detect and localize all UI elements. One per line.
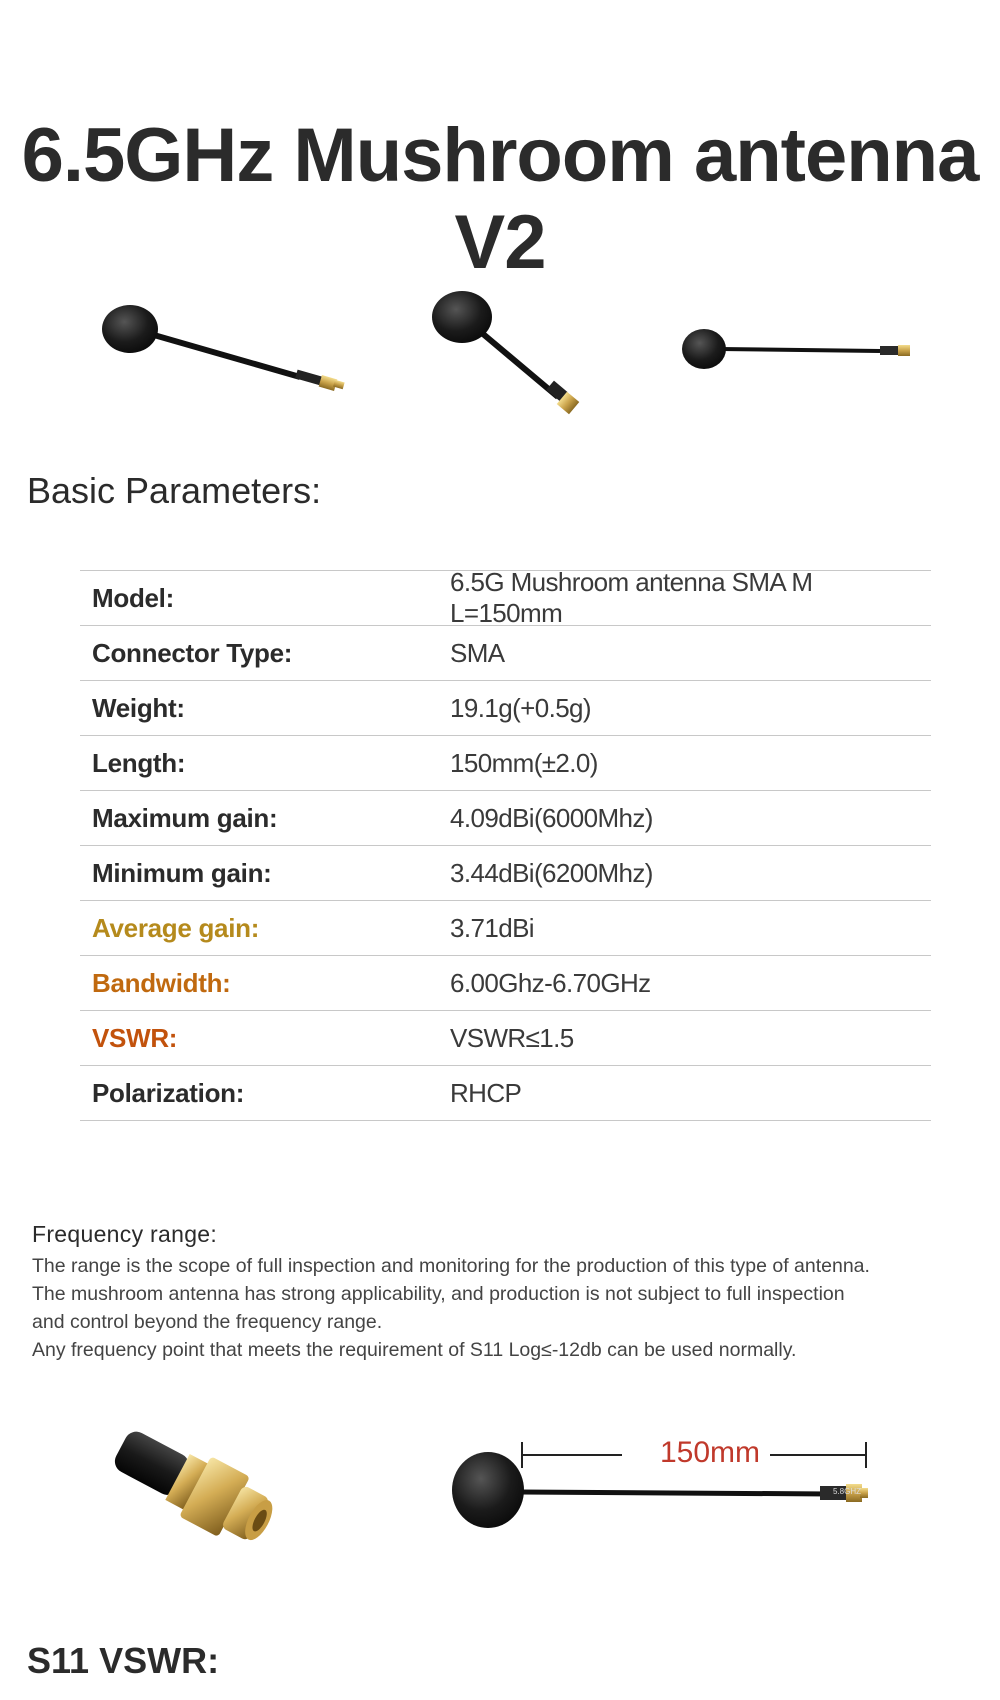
frequency-range-section xyxy=(32,1221,982,1364)
antenna-photo-1 xyxy=(100,295,370,405)
page-title: 6.5GHz Mushroom antenna V2 xyxy=(21,113,979,285)
table-row xyxy=(80,846,931,901)
param-value-maximum-gain: 4.09dBi(6000Mhz) xyxy=(450,802,653,833)
frequency-range-line: Any frequency point that meets the requirement of S11 Log≤-12db can be used normally. xyxy=(32,1339,797,1361)
basic-parameters-heading: Basic Parameters: xyxy=(27,470,322,511)
table-row xyxy=(80,681,931,736)
table-row xyxy=(80,1011,931,1066)
param-label-bandwidth: Bandwidth: xyxy=(92,967,231,998)
length-dimension-label: 150mm xyxy=(659,1436,761,1469)
param-label-connector-type: Connector Type: xyxy=(92,637,293,668)
param-label-length: Length: xyxy=(92,747,186,778)
parameters-table xyxy=(80,567,931,1121)
param-label-average-gain: Average gain: xyxy=(92,912,260,943)
table-row xyxy=(80,956,931,1011)
param-value-connector-type: SMA xyxy=(450,637,505,668)
param-value-average-gain: 3.71dBi xyxy=(450,912,534,943)
table-row xyxy=(80,567,931,628)
param-label-minimum-gain: Minimum gain: xyxy=(92,857,272,888)
table-row xyxy=(80,626,931,681)
table-row xyxy=(80,1066,931,1121)
param-label-maximum-gain: Maximum gain: xyxy=(92,802,278,833)
param-label-weight: Weight: xyxy=(92,692,185,723)
sma-connector-photo xyxy=(110,1425,290,1555)
antenna-photo-2 xyxy=(430,285,610,425)
param-value-minimum-gain: 3.44dBi(6200Mhz) xyxy=(450,857,653,888)
table-row xyxy=(80,736,931,791)
param-value-length: 150mm(±2.0) xyxy=(450,747,598,778)
param-value-model: 6.5G Mushroom antenna SMA M L=150mm xyxy=(450,567,813,628)
s11-vswr-heading: S11 VSWR: xyxy=(27,1640,220,1681)
antenna-photo-3 xyxy=(680,325,930,385)
param-value-weight: 19.1g(+0.5g) xyxy=(450,692,591,723)
param-value-vswr: VSWR≤1.5 xyxy=(450,1022,574,1053)
frequency-range-line: The mushroom antenna has strong applicability, and production is not subject to full inspection xyxy=(32,1283,845,1305)
table-row xyxy=(80,901,931,956)
param-value-bandwidth: 6.00Ghz-6.70GHz xyxy=(450,967,651,998)
frequency-range-heading: Frequency range: xyxy=(32,1221,218,1247)
frequency-range-line: and control beyond the frequency range. xyxy=(32,1311,383,1333)
frequency-range-line: The range is the scope of full inspection and monitoring for the production of this type of antenna. xyxy=(32,1255,870,1277)
param-value-polarization: RHCP xyxy=(450,1077,522,1108)
param-label-vswr: VSWR: xyxy=(92,1022,178,1053)
cable-print-label: 5.8GHZ xyxy=(833,1487,862,1496)
param-label-model: Model: xyxy=(92,582,174,613)
table-row xyxy=(80,791,931,846)
param-label-polarization: Polarization: xyxy=(92,1077,245,1108)
